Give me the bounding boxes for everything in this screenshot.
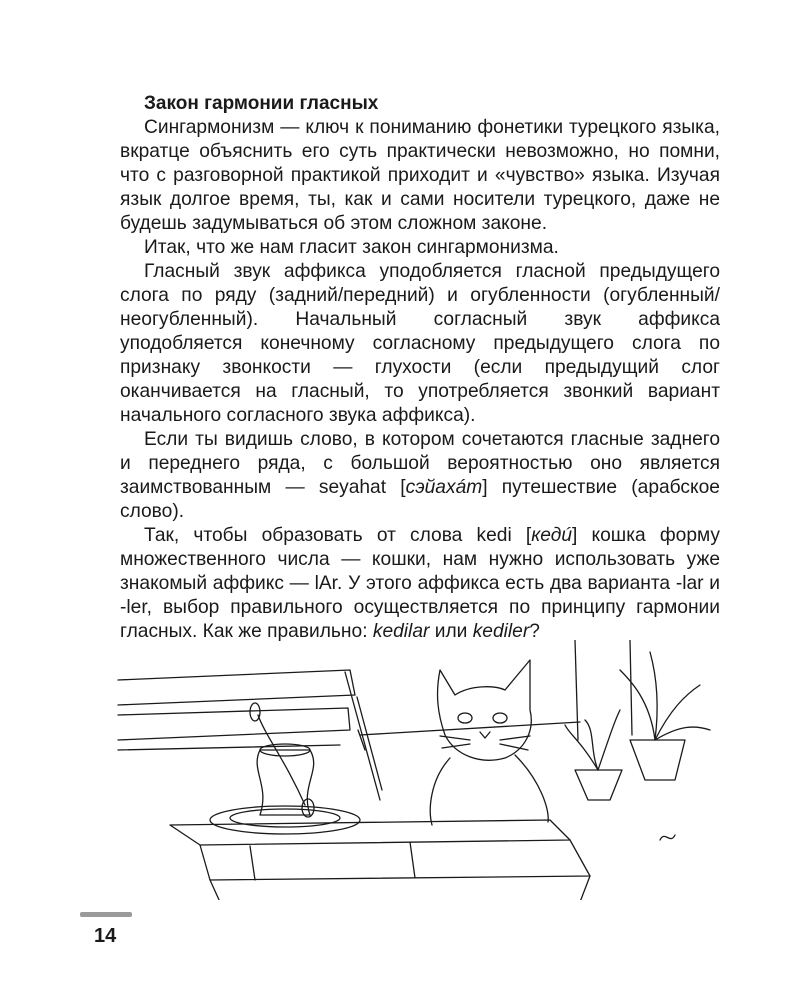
option-kediler: kediler (472, 621, 530, 642)
paragraph-5-or: или (429, 621, 473, 642)
paragraph-1: Сингармонизм — ключ к пониманию фонетики турецкого языка, вкратце объяснить его суть практически невозможно, но помни, что с разговорной практикой приходит и «чувство» языка. Изучая язык долгое время, ты, как и сами носители турецкого, даже не будешь задумываться об этом сложном законе. (120, 117, 720, 234)
paragraph-5-part-a: Так, чтобы образовать от слова kedi [ (144, 525, 532, 546)
paragraph-4 (120, 428, 720, 524)
cat-drawing (430, 660, 548, 825)
transcription-seyahat: сэйахáт (405, 477, 483, 498)
paragraph-5-question-mark: ? (529, 621, 540, 642)
bench-drawing (118, 670, 382, 800)
tea-glass-and-saucer-drawing (210, 703, 360, 834)
paragraph-4-part-a: Если ты видишь слово, в котором сочетаются гласные заднего и переднего ряда, с большой вероятностью оно является заимствованным — seyahat [ (120, 429, 720, 498)
section-heading: Закон гармонии гласных (144, 93, 379, 114)
paragraph-3: Гласный звук аффикса уподобляется гласной предыдущего слога по ряду (задний/передний) и огубленности (огубленный/неогубленный). Начальный согласный звук аффикса уподобляется конечному согласному предыдущего слога по признаку звонкости — глухости (если предыдущий слог оканчивается на гласный, то употребляется звонкий вариант начального согласного звука аффикса). (120, 261, 720, 426)
transcription-kedi: кедú (531, 525, 573, 546)
paragraph-5 (120, 524, 720, 644)
potted-plants-drawing (565, 652, 710, 800)
paragraph-2: Итак, что же нам гласит закон сингармонизма. (144, 237, 559, 258)
paragraph-5-part-b: ] кошка форму множественного числа — кошки, нам нужно использовать уже знакомый аффикс — lAr. У этого аффикса есть два варианта -lar и -ler, выбор правильного осуществляется по принципу гармонии гласных. Как же правильно: (120, 525, 720, 642)
paragraph-4-part-b: ] путешествие (арабское слово). (120, 477, 720, 522)
page-number: 14 (94, 925, 117, 947)
option-kedilar: kedilar (372, 621, 430, 642)
background-lines-drawing (360, 640, 675, 840)
page-number-rule (80, 912, 132, 917)
page-text (120, 92, 720, 644)
cat-cafe-illustration (110, 640, 730, 900)
table-drawing (170, 820, 590, 900)
